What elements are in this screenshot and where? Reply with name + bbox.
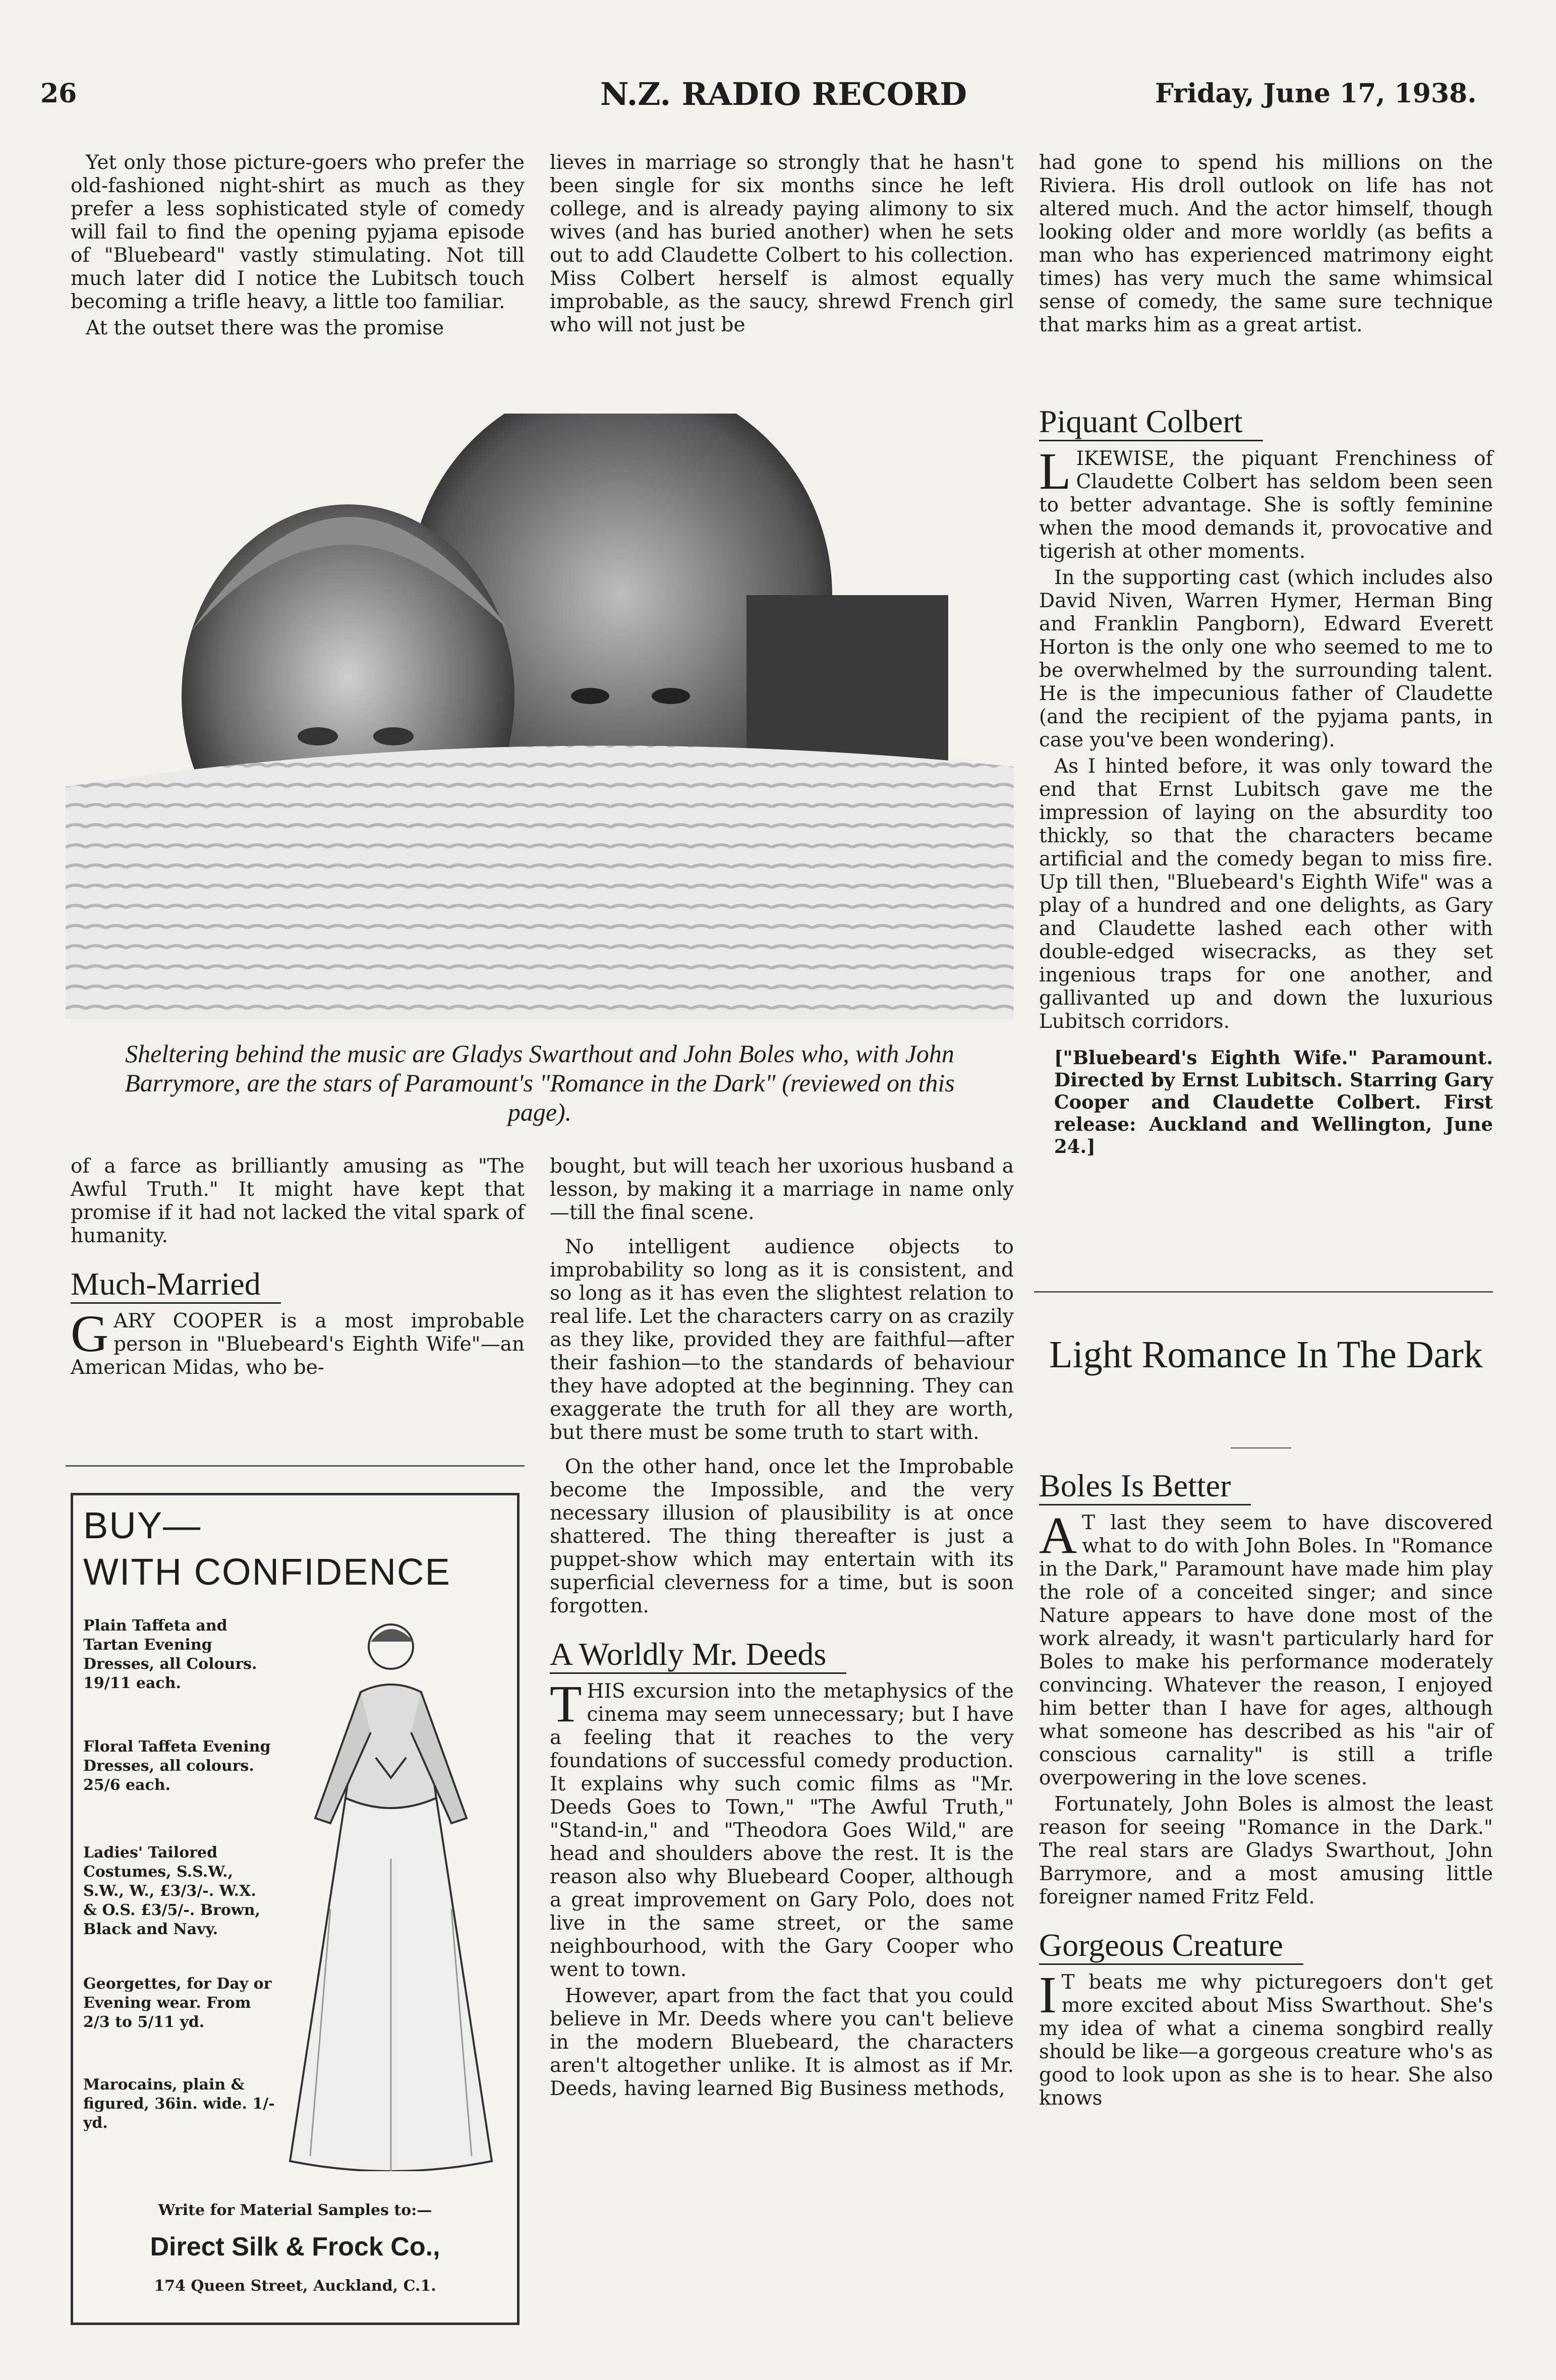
section-heading: Boles Is Better [1039, 1468, 1251, 1505]
ad-item: Marocains, plain & figured, 36in. wide. 1/- yd. [83, 2076, 275, 2132]
photo-caption: Sheltering behind the music are Gladys Swarthout and John Boles who, with John Barrymore, are the stars of Paramount's "Romance in the Dark" (reviewed on this page). [125, 1039, 955, 1126]
paragraph: However, apart from the fact that you could believe in Mr. Deeds where you can't believe in the modern Bluebeard, the characters aren't altogether unlike. It is almost as if Mr. Deeds, having learned Big Business methods, [550, 1985, 1014, 2100]
col2-mid [550, 1155, 1014, 2104]
paragraph-text: HIS excursion into the metaphysics of the cinema may seem unnecessary; but I have a feeling that it reaches to the very foundations of successful comedy production. It explains why such comic films as "Mr. Deeds Goes to Town," "The Awful Truth," "Stand-in," and "Theodora Goes Wild," are head and shoulders above the rest. It is the reason also why Bluebeard Cooper, although a great improvement on Gary Polo, does not live in the same street, or the same neighbourhood, with the Gary Cooper who went to town. [550, 1680, 1014, 1981]
col3-lower [1039, 1453, 1493, 2113]
paragraph: As I hinted before, it was only toward the end that Ernst Lubitsch gave me the impression of laying on the absurdity too thickly, so that the characters became artificial and the comedy began to miss fire. Up till then, "Bluebeard's Eighth Wife" was a play of a hundred and one delights, as Gary and Claudette lashed each other with double-edged wisecracks, as they set ingenious traps for one another, and gallivanted up and down the luxurious Lubitsch corridors. [1039, 755, 1493, 1033]
col3-top [1039, 151, 1493, 340]
divider [1034, 1291, 1493, 1293]
ad-address: 174 Queen Street, Auckland, C.1. [154, 2277, 436, 2295]
paragraph: No intelligent audience objects to improbability so long as it is consistent, and so long as it has even the slightest relation to real life. Let the characters carry on as crazily as they like, provided they are faithful—after their fashion—to the standards of behaviour they have adopted at the beginning. They can exaggerate the truth for all they are worth, but there must be some truth to start with. [550, 1236, 1014, 1444]
divider [66, 1465, 525, 1467]
ad-item: Georgettes, for Day or Evening wear. From 2/3 to 5/11 yd. [83, 1975, 272, 2031]
short-divider [1231, 1447, 1291, 1448]
paragraph: Yet only those picture-goers who prefer the old-fashioned night-shirt as much as they prefer a less sophisticated style of comedy will fail to find the opening pyjama episode of "Bluebeard" vastly stimulating. Not till much later did I notice the Lubitsch touch becoming a trifle heavy, a little too familiar. [71, 151, 525, 313]
section-heading: Much-Married [71, 1266, 281, 1304]
paragraph: lieves in marriage so strongly that he hasn't been single for six months since he left college, and is already paying alimony to six wives (and has buried another) when he sets out to add Claudette Colbert to his collection. Miss Colbert herself is almost equally improbable, as the saucy, shrewd French girl who will not just be [550, 151, 1014, 336]
paragraph: Fortunately, John Boles is almost the least reason for seeing "Romance in the Dark." The real stars are Gladys Swarthout, John Barrymore, and a most amusing little foreigner named Fritz Feld. [1039, 1793, 1493, 1908]
paragraph-text: T beats me why picturegoers don't get more excited about Miss Swarthout. She's my idea of what a cinema songbird really should be like—a gorgeous creature who's as good to look upon as she is to hear. She also knows [1039, 1971, 1493, 2110]
ad-subtitle: WITH CONFIDENCE [83, 1551, 451, 1593]
section-heading: Gorgeous Creature [1039, 1927, 1303, 1965]
drop-cap: I [1039, 1966, 1057, 2024]
section-heading: Piquant Colbert [1039, 403, 1263, 441]
page-number: 26 [40, 78, 77, 109]
drop-cap: L [1039, 442, 1071, 500]
paragraph: On the other hand, once let the Improbable become the Impossible, and the very necessary illusion of plausibility is at once shattered. The thing thereafter is just a puppet-show which may entertain with its superficial cleverness for a time, but is soon forgotten. [550, 1456, 1014, 1617]
paragraph [550, 1675, 1014, 1982]
paragraph-text: ARY COOPER is a most improbable person in "Bluebeard's Eighth Wife"—an American Midas, who be- [71, 1310, 525, 1379]
drop-cap: G [71, 1305, 109, 1363]
ad-company: Direct Silk & Frock Co., [150, 2232, 440, 2261]
ad-title: BUY— [83, 1504, 202, 1546]
paragraph: In the supporting cast (which includes also David Niven, Warren Hymer, Herman Bing and Franklin Pangborn), Edward Everett Horton is the only one who seemed to me to be overwhelmed by the surrounding talent. He is the impecunious father of Claudette (and the recipient of the pyjama pants, in case you've been wondering). [1039, 566, 1493, 751]
paragraph [71, 1305, 525, 1379]
gown-illustration [270, 1606, 502, 2171]
col1-mid [71, 1155, 525, 1382]
paragraph-text: IKEWISE, the piquant Frenchiness of Claudette Colbert has seldom been seen to better advantage. She is softly feminine when the mood demands it, provocative and tigerish at other moments. [1039, 447, 1493, 563]
section-heading: A Worldly Mr. Deeds [550, 1636, 846, 1674]
ad-item: Floral Taffeta Evening Dresses, all colours. 25/6 each. [83, 1738, 271, 1794]
drop-cap: T [550, 1675, 582, 1733]
advertisement [71, 1493, 520, 2325]
paragraph: of a farce as brilliantly amusing as "The Awful Truth." It might have kept that promise if it had not lacked the vital spark of humanity. [71, 1155, 525, 1247]
article-title: Light Romance In The Dark [1049, 1333, 1483, 1376]
paragraph: bought, but will teach her uxorious husband a lesson, by making it a marriage in name only—till the final scene. [550, 1155, 1014, 1224]
ad-item: Ladies' Tailored Costumes, S.S.W., S.W., W., £3/3/-. W.X. & O.S. £3/5/-. Brown, Black and Navy. [83, 1844, 260, 1938]
paragraph [1039, 1506, 1493, 1790]
col2-top [550, 151, 1014, 340]
ad-footer-note: Write for Material Samples to:— [158, 2201, 432, 2219]
paragraph: had gone to spend his millions on the Riviera. His droll outlook on life has not altered much. And the actor himself, though looking older and more worldly (as befits a man who has experienced matrimony eight times) has very much the same whimsical sense of comedy, the same sure technique that marks him as a great artist. [1039, 151, 1493, 336]
paragraph-text: T last they seem to have discovered what to do with John Boles. In "Romance in the Dark," Paramount have made him play the role of a conceited singer; and since Nature appears to have done most of the work already, it wasn't particularly hard for Boles to make his performance moderately convincing. Whatever the reason, I enjoyed him better than I have for ages, although what someone has described as his "air of conscious carnality" is still a trifle overpowering in the love scenes. [1039, 1512, 1493, 1789]
paragraph [1039, 442, 1493, 563]
piquant-section [1039, 388, 1493, 1157]
film-credit: ["Bluebeard's Eighth Wife." Paramount. Directed by Ernst Lubitsch. Starring Gary Cooper and Claudette Colbert. First release: Auckland and Wellington, June 24.] [1054, 1047, 1493, 1157]
issue-date: Friday, June 17, 1938. [1155, 78, 1477, 109]
ad-item: Plain Taffeta and Tartan Evening Dresses, all Colours. 19/11 each. [83, 1617, 257, 1692]
photo-image [66, 414, 1014, 1019]
paragraph: At the outset there was the promise [86, 317, 444, 339]
masthead: N.Z. RADIO RECORD [600, 76, 967, 112]
drop-cap: A [1039, 1506, 1077, 1564]
paragraph [1039, 1966, 1493, 2110]
photo [66, 414, 1014, 1019]
col1-top [71, 151, 525, 343]
